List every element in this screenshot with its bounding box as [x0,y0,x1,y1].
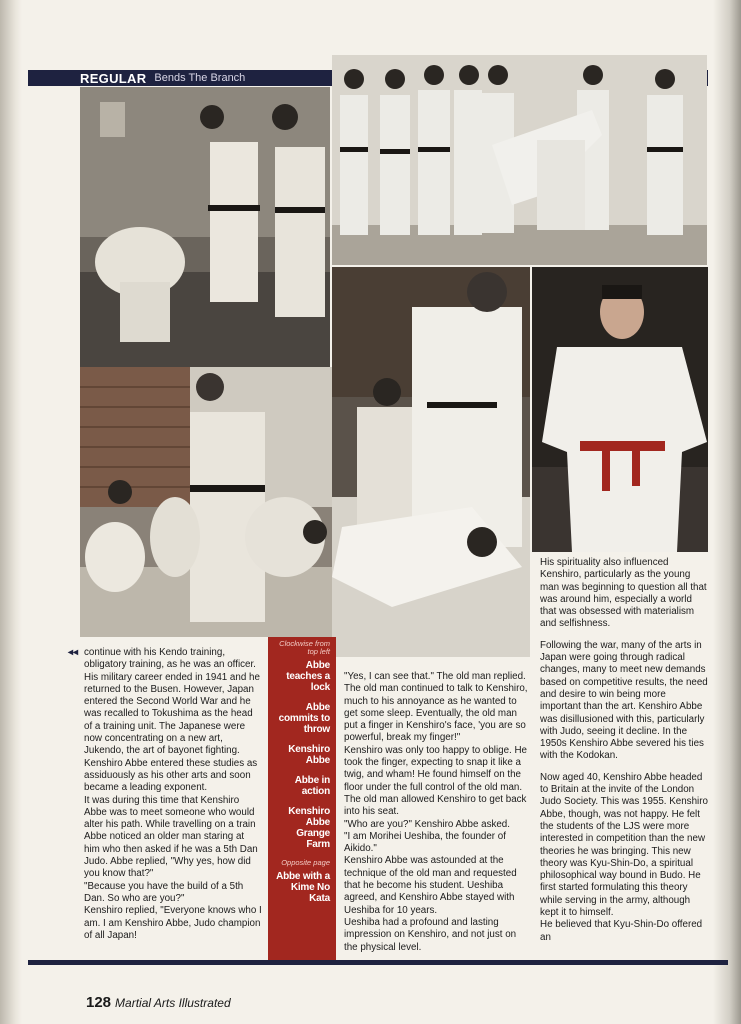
paragraph: "Because you have the build of a 5th Dan. So who are you?" [84,880,244,904]
paragraph: Now aged 40, Kenshiro Abbe headed to Britain at the invite of the London Judo Society. This was 1955. Kenshiro Abbe, though, was not happy. He felt the students of the LJS were more interested in competition than the new theories he was bringing. This new theory was Kyu-Shin-Do, a spiritual philosophical way bound in Budo. He first started formulating this theory while serving in the army, although kept it to himself. [540,771,708,919]
paragraph: The old man allowed Kenshiro to get back into his seat. [344,793,527,818]
page-number: 128 [86,994,112,1011]
paragraph: His spirituality also influenced Kenshiro, particularly as the young man was beginning to question all that was around him, especially a world that was obsessed with materialism and selfishness. [540,557,707,630]
caption-item-opposite: Abbe with a Kime No Kata [276,871,330,904]
caption-item: Abbe in action [294,775,330,797]
paragraph: "Yes, I can see that." The old man replied. [344,671,526,682]
paragraph: continue with his Kendo training, obligatory training, as he was an officer. [84,647,256,671]
photo-kenshiro-abbe-seated-group [80,367,332,637]
caption-item: Abbe commits to throw [278,702,330,735]
section-title: Bends The Branch [154,72,246,84]
paragraph: Following the war, many of the arts in Japan were going through radical changes, many to meet new demands based on competitive results, the need and desire to win being more important than the art. Kenshiro Abbe was disillusioned with this, particularly with Judo, seeing it decline. In the 1950s Kenshiro Abbe severed his ties with the Kodokan. [540,639,708,762]
continued-marker: ◂◂ [68,647,79,658]
section-header [80,70,245,86]
photo-abbe-commits-to-throw [332,55,707,265]
paragraph: The old man continued to talk to Kenshiro, much to his annoyance as he wanted to get some sleep. Eventually, the old man put a finger in Kenshiro's face, 'you are so powerful, break my finger!" [344,683,528,744]
footer-rule [28,960,728,965]
section-label: REGULAR [80,70,147,86]
caption-hint-clockwise: Clockwise from top left [279,639,330,656]
caption-item: Abbe teaches a lock [286,660,330,693]
article-column-3 [540,557,708,944]
article-column-1 [84,647,262,942]
page-folio [86,994,231,1011]
photo-abbe-in-action [332,267,530,657]
paragraph: "Who are you?" Kenshiro Abbe asked. [344,818,510,830]
article-column-2 [344,671,530,954]
photo-abbe-teaches-lock [80,87,330,367]
photo-captions-box [268,637,336,960]
paragraph: Kenshiro was only too happy to oblige. He took the finger, expecting to snap it like a twig, and wham! He found himself on the floor under the full control of the old man. [344,744,527,793]
paragraph: "I am Morihei Ueshiba, the founder of Aikido." [344,830,506,855]
paragraph: It was during this time that Kenshiro Abbe was to meet someone who would alter his path. While travelling on a train Abbe noticed an older man staring at him who then asked if he was a 5th Dan Judo. Abbe replied, "Why yes, how did you know that?" [84,794,258,880]
caption-item: Kenshiro Abbe Grange Farm [288,806,330,850]
magazine-name: Martial Arts Illustrated [115,996,231,1010]
paragraph: Kenshiro Abbe was astounded at the technique of the old man and requested that he become his student. Ueshiba agreed, and Kenshiro Abbe stayed with Ueshiba for 10 years. [344,855,517,916]
paragraph: Ueshiba had a profound and lasting impression on Kenshiro, and not just on the physical level. [344,916,517,953]
caption-item: Kenshiro Abbe [288,744,330,766]
caption-hint-opposite: Opposite page [281,858,330,867]
page-edge-shadow [713,0,741,1024]
photo-kenshiro-abbe-grange-farm [532,267,708,552]
page-spine [0,0,22,1024]
paragraph: His military career ended in 1941 and he returned to the Busen. However, Japan entered the Second World War and he was recalled to Tokushima as the head of a training unit. The Japanese were now concentrating on a new art, Jukendo, the art of bayonet fighting. Kenshiro Abbe entered these studies as assiduously as his other arts and soon became a leading exponent. [84,671,260,794]
paragraph: Kenshiro replied, "Everyone knows who I am. I am Kenshiro Abbe, Judo champion of all Japan! [84,905,262,941]
paragraph: He believed that Kyu-Shin-Do offered an [540,919,703,943]
